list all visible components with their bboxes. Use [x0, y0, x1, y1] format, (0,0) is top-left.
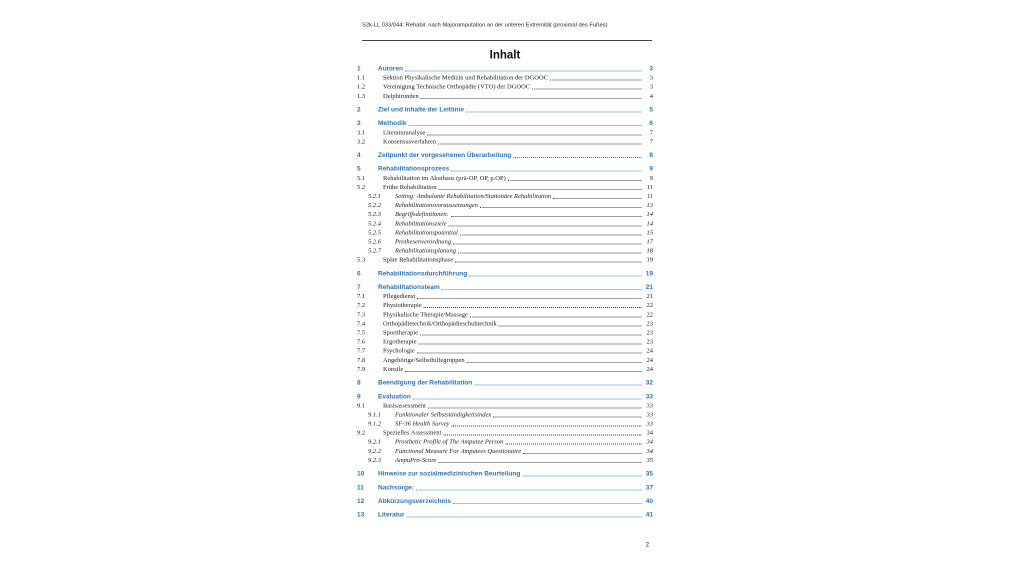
toc-entry [357, 105, 653, 114]
toc-entry-number: 10 [357, 469, 365, 478]
toc-entry-number: 9.1.2 [368, 419, 381, 428]
toc-entry-number: 3.1 [357, 128, 366, 136]
toc-entry-page: 33 [645, 392, 653, 400]
toc-entry-page: 24 [646, 364, 653, 373]
toc-entry [357, 173, 653, 182]
toc-entry [357, 496, 653, 505]
toc-entry-label: Orthopädietechnik/Orthopädieschuhtechnik [383, 319, 497, 327]
toc-leader-dots [421, 91, 642, 99]
toc-leader-dots [405, 364, 641, 372]
toc-entry-number: 5.2 [357, 182, 366, 191]
toc-entry [357, 73, 653, 82]
toc-entry-label: Literaturanalyse [383, 128, 426, 136]
toc-entry-number: 7.6 [357, 337, 366, 346]
toc-entry-number: 11 [357, 483, 364, 491]
toc-leader-dots [451, 210, 642, 218]
page-content [357, 0, 653, 576]
toc-entry-page: 3 [649, 73, 653, 82]
toc-entry [357, 246, 653, 255]
toc-leader-dots [458, 246, 641, 254]
toc-entry-page: 21 [646, 292, 653, 300]
toc-entry-number: 7.4 [357, 319, 366, 327]
toc-entry [357, 219, 653, 228]
toc-entry-number: 5.2.3 [368, 210, 381, 218]
toc-leader-dots [442, 283, 642, 291]
toc-entry-number: 1 [357, 64, 361, 72]
toc-entry [357, 419, 653, 428]
toc-entry-label: Sporttherapie [383, 328, 419, 336]
toc-entry-number: 7.3 [357, 310, 366, 318]
toc-entry [357, 355, 653, 364]
header-rule [362, 40, 652, 41]
toc-leader-dots [453, 237, 642, 245]
toc-entry-label: Physikalische Therapie/Massage [383, 310, 468, 318]
toc-entry [357, 237, 653, 246]
toc-entry-number: 5.2.5 [368, 228, 381, 236]
toc-entry-page: 35 [645, 469, 653, 478]
toc-entry-number: 3 [357, 119, 361, 127]
toc-entry-page: 34 [646, 428, 653, 437]
toc-leader-dots [406, 510, 641, 518]
toc-entry-label: Delphirunden [383, 91, 419, 100]
toc-entry-number: 7.8 [357, 355, 366, 364]
toc-entry-label: Angehörige/Selbsthilfegruppen [383, 355, 465, 364]
toc-entry-label: Rehabilitationspotential [395, 228, 458, 236]
toc-entry-label: Sektion Physikalische Medizin und Rehabilitation der DGOOC [383, 73, 549, 82]
toc-entry-number: 9.1.1 [368, 410, 381, 418]
toc-leader-dots [513, 151, 641, 159]
toc-entry-page: 19 [645, 269, 653, 277]
toc-leader-dots [428, 401, 642, 409]
toc-entry-number: 9 [357, 392, 361, 400]
toc-entry-page: 24 [646, 346, 653, 355]
toc-entry-page: 33 [646, 419, 653, 428]
toc-leader-dots [474, 378, 641, 386]
toc-entry-number: 4 [357, 151, 361, 159]
toc-entry-label: Rehabilitationsvoraussetzungen [395, 201, 479, 209]
toc-leader-dots [409, 119, 642, 127]
toc-entry-number: 9.2 [357, 428, 366, 437]
toc-entry-number: 13 [357, 510, 365, 519]
toc-entry-number: 7.7 [357, 346, 366, 355]
toc-entry-label: Evaluation [378, 392, 411, 400]
toc-entry-label: Prothesenverordnung [395, 237, 451, 245]
toc-leader-dots [417, 346, 642, 354]
toc-entry-number: 5.2.4 [368, 219, 381, 227]
toc-leader-dots [418, 337, 641, 345]
toc-entry-page: 7 [649, 128, 653, 136]
toc-entry-page: 8 [649, 151, 653, 159]
toc-entry-page: 22 [646, 310, 653, 318]
toc-entry-page: 6 [649, 119, 653, 127]
toc-leader-dots [523, 446, 641, 454]
toc-leader-dots [469, 269, 641, 277]
toc-leader-dots [508, 173, 642, 181]
toc-entry-label: Physiotherapie [383, 301, 422, 309]
toc-entry-number: 12 [357, 496, 365, 505]
toc-entry [357, 137, 653, 146]
toc-entry-number: 7.5 [357, 328, 366, 336]
running-header: S2k-LL 033/044: Rehabil. nach Majoramputation an der unteren Extremität (proximal des Fußes) [362, 22, 608, 28]
toc-entry-label: Ziel und Inhalte der Leitlinie [378, 105, 464, 113]
toc-entry-page: 23 [646, 319, 653, 327]
toc-leader-dots [405, 64, 642, 72]
toc-entry [357, 428, 653, 437]
toc-entry-page: 24 [646, 355, 653, 364]
toc-entry-label: Pflegedienst [383, 292, 416, 300]
toc-entry-label: Zeitpunkt der vorgesehenen Überarbeitung [378, 151, 512, 159]
toc-list [357, 64, 653, 519]
toc-entry-label: Ergotherapie [383, 337, 417, 346]
toc-entry-page: 22 [646, 301, 653, 309]
toc-entry-page: 32 [645, 378, 653, 387]
toc-entry [357, 151, 653, 160]
toc-entry-label: AmpuPro-Score [395, 455, 437, 464]
toc-entry-label: Prosthetic Profile of The Amputee Person [395, 437, 504, 446]
toc-entry-label: Rehabilitationsziele [395, 219, 447, 227]
toc-entry-number: 9.2.2 [368, 446, 381, 455]
toc-entry-number: 9.1 [357, 401, 366, 409]
toc-entry [357, 255, 653, 264]
toc-entry [357, 119, 653, 128]
toc-leader-dots [493, 410, 641, 418]
toc-leader-dots [449, 219, 642, 227]
toc-entry-page: 37 [645, 483, 653, 491]
toc-entry-page: 7 [649, 137, 653, 145]
toc-leader-dots [413, 392, 642, 400]
toc-entry-label: Setting: Ambulante Rehabilitation/Stationäre Rehabilitation [395, 192, 552, 200]
toc-entry-number: 5.3 [357, 255, 366, 264]
toc-leader-dots [466, 105, 642, 113]
toc-entry-label: Methodik [378, 119, 407, 127]
toc-entry-page: 17 [646, 237, 653, 245]
toc-entry-page: 34 [646, 437, 653, 446]
toc-leader-dots [553, 192, 641, 200]
toc-entry-label: Späte Rehabilitationsphase [383, 255, 454, 264]
toc-entry-page: 11 [646, 182, 653, 191]
toc-leader-dots [499, 319, 642, 327]
toc-entry-number: 5.2.7 [368, 246, 381, 255]
toc-entry-page: 33 [646, 410, 653, 418]
toc-leader-dots [505, 437, 641, 445]
toc-entry-label: Nachsorge: [378, 483, 414, 491]
toc-entry [357, 82, 653, 91]
toc-leader-dots [438, 455, 641, 463]
toc-entry-page: 33 [646, 401, 653, 409]
toc-entry-number: 5 [357, 164, 361, 173]
toc-leader-dots [522, 469, 641, 477]
toc-entry-label: Psychologie [383, 346, 415, 355]
toc-entry-label: Rehabilitationsdurchführung [378, 269, 468, 277]
toc-leader-dots [550, 73, 641, 81]
toc-entry-page: 5 [649, 105, 653, 113]
toc-entry-number: 1.3 [357, 91, 366, 100]
toc-entry-number: 7.2 [357, 301, 366, 309]
toc-entry-label: Beendigung der Rehabilitation [378, 378, 473, 387]
toc-entry [357, 64, 653, 73]
toc-entry [357, 192, 653, 201]
toc-entry-label: Rehabilitationsprozess [378, 164, 450, 173]
toc-entry-number: 9.2.1 [368, 437, 381, 446]
toc-leader-dots [532, 82, 641, 90]
toc-entry [357, 201, 653, 210]
toc-entry-label: Konsile [383, 364, 404, 373]
toc-entry [357, 283, 653, 292]
toc-entry [357, 292, 653, 301]
toc-entry-page: 23 [646, 337, 653, 346]
toc-entry-number: 3.2 [357, 137, 366, 145]
toc-entry-number: 9.2.3 [368, 455, 381, 464]
toc-leader-dots [460, 228, 642, 236]
toc-leader-dots [427, 128, 641, 136]
toc-entry-page: 3 [649, 82, 653, 91]
toc-entry-label: Konsensusverfahren [383, 137, 437, 145]
toc-entry-page: 41 [645, 510, 653, 519]
toc-entry-label: Spezielles Assessment [383, 428, 442, 437]
toc-entry [357, 228, 653, 237]
toc-entry-number: 1.2 [357, 82, 366, 91]
toc-leader-dots [443, 428, 641, 436]
toc-entry-label: Funktionaler Selbstständigkeitsindex [395, 410, 492, 418]
toc-entry [357, 483, 653, 492]
toc-entry-page: 34 [646, 446, 653, 455]
toc-entry-label: Rehabilitationsplanung [395, 246, 457, 255]
toc-entry-label: Abkürzungsverzeichnis [378, 496, 451, 505]
toc-entry [357, 378, 653, 387]
toc-entry-page: 4 [649, 91, 653, 100]
toc-entry-number: 5.2.1 [368, 192, 381, 200]
toc-entry [357, 437, 653, 446]
toc-entry-page: 14 [646, 210, 653, 218]
toc-entry [357, 210, 653, 219]
toc-leader-dots [416, 483, 642, 491]
toc-entry-page: 18 [646, 246, 653, 255]
toc-entry [357, 128, 653, 137]
toc-entry-number: 7.9 [357, 364, 366, 373]
toc-entry [357, 91, 653, 100]
toc-entry-page: 3 [649, 64, 653, 72]
toc-entry-label: Literatur [378, 510, 405, 519]
toc-entry-page: 35 [646, 455, 653, 464]
toc-entry [357, 310, 653, 319]
page-title: Inhalt [489, 48, 521, 61]
toc-entry-page: 13 [646, 201, 653, 209]
toc-entry-page: 9 [649, 164, 653, 173]
toc-entry-page: 23 [646, 328, 653, 336]
toc-entry [357, 164, 653, 173]
toc-entry-page: 11 [646, 192, 653, 200]
toc-entry-number: 7 [357, 283, 361, 291]
toc-entry [357, 269, 653, 278]
toc-entry-number: 5.2.2 [368, 201, 381, 209]
toc-entry-label: Basisassessment [383, 401, 426, 409]
toc-entry-number: 2 [357, 105, 361, 113]
toc-entry [357, 469, 653, 478]
toc-leader-dots [455, 255, 641, 263]
toc-leader-dots [470, 310, 642, 318]
toc-entry-page: 15 [646, 228, 653, 236]
toc-entry-page: 14 [646, 219, 653, 227]
toc-entry-page: 21 [645, 283, 653, 291]
toc-leader-dots [452, 419, 642, 427]
toc-entry-label: Autoren [378, 64, 403, 72]
toc-leader-dots [480, 201, 641, 209]
toc-leader-dots [420, 328, 641, 336]
toc-entry-label: Hinweise zur sozialmedizinischen Beurteilung [378, 469, 521, 478]
toc-leader-dots [453, 496, 642, 504]
toc-entry [357, 346, 653, 355]
toc-entry-label: Functional Measure For Amputees Questionaire [395, 446, 522, 455]
toc-leader-dots [467, 355, 642, 363]
toc-entry [357, 364, 653, 373]
toc-entry-number: 1.1 [357, 73, 366, 82]
toc-entry-page: 19 [646, 255, 653, 264]
toc-leader-dots [451, 164, 641, 172]
toc-entry [357, 328, 653, 337]
toc-entry-label: Begriffsdefinitionen: [395, 210, 449, 218]
toc-entry [357, 446, 653, 455]
toc-entry-page: 9 [649, 173, 653, 182]
toc-entry [357, 182, 653, 191]
toc-entry-number: 6 [357, 269, 361, 277]
toc-entry [357, 319, 653, 328]
toc-entry-label: SF-36 Health Survey [395, 419, 450, 428]
toc-leader-dots [417, 292, 641, 300]
toc-entry [357, 392, 653, 401]
toc-entry [357, 510, 653, 519]
toc-entry-label: Frühe Rehabilitation [383, 182, 437, 191]
toc-entry [357, 455, 653, 464]
toc-entry [357, 337, 653, 346]
toc-entry-label: Rehabilitationsteam [378, 283, 440, 291]
toc-entry-number: 7.1 [357, 292, 366, 300]
toc-entry-label: Vereinigung Technische Orthopädie (VTO) der DGOOC [383, 82, 531, 91]
toc-entry [357, 301, 653, 310]
toc-entry-number: 8 [357, 378, 361, 387]
toc-leader-dots [439, 182, 642, 190]
toc-entry-number: 5.2.6 [368, 237, 381, 245]
toc-entry-label: Rehabilitation im Akuthaus (prä-OP, OP, p.OP) [383, 173, 506, 182]
toc-entry-number: 5.1 [357, 173, 366, 182]
toc-entry [357, 401, 653, 410]
page-number: 2 [645, 541, 649, 548]
toc-entry [357, 410, 653, 419]
toc-entry-page: 40 [645, 496, 653, 505]
toc-leader-dots [438, 137, 641, 145]
toc-leader-dots [424, 301, 642, 309]
